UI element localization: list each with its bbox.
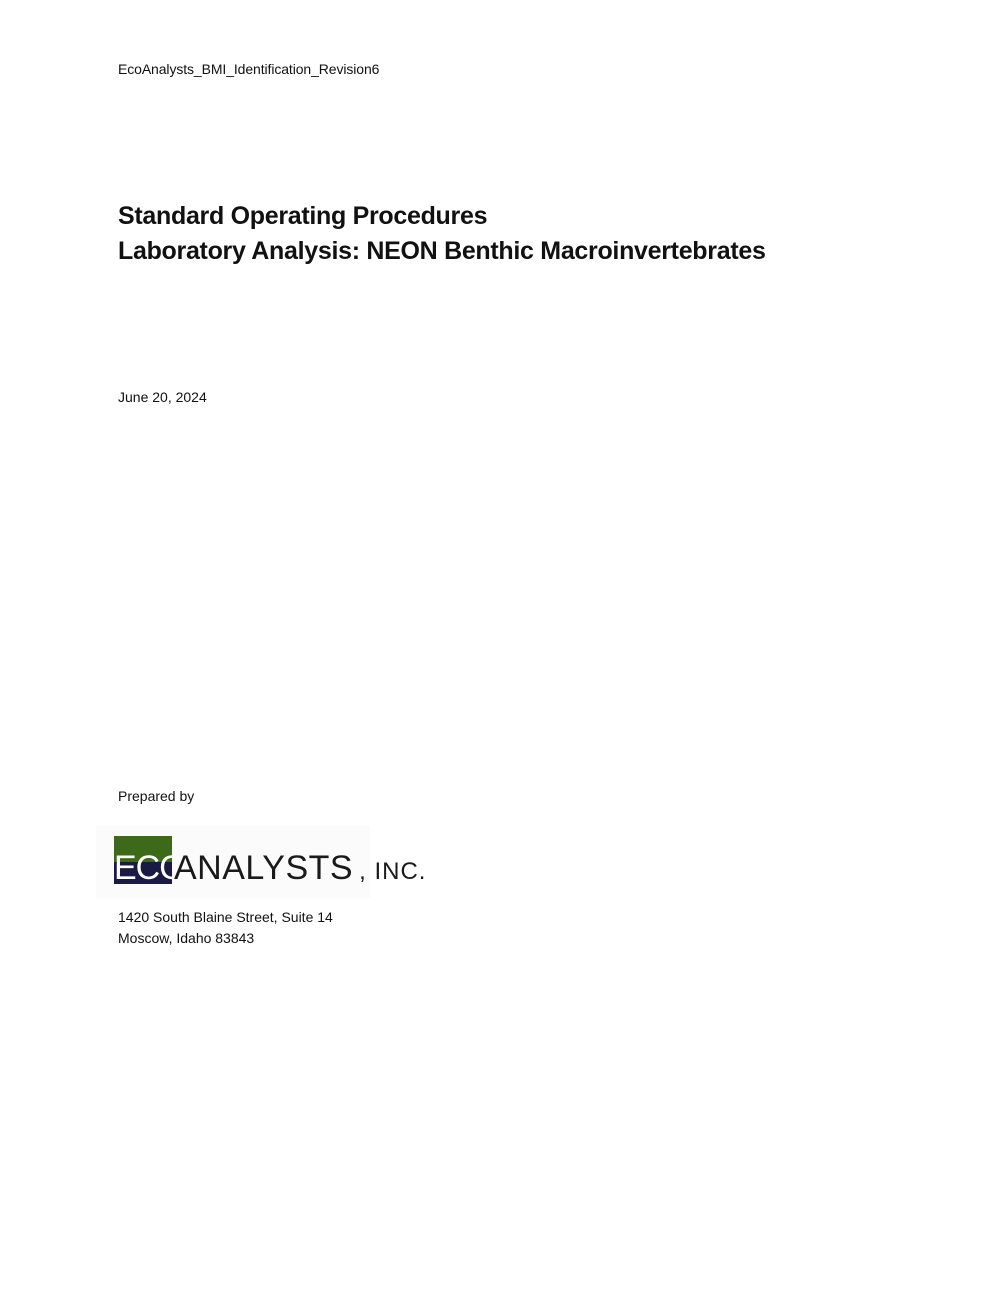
address-line-2: Moscow, Idaho 83843 [118,930,255,946]
title-line-1: Standard Operating Procedures [118,202,488,230]
ecoanalysts-logo [96,826,427,898]
prepared-by-label: Prepared by [118,788,195,804]
document-date: June 20, 2024 [118,389,207,405]
document-title [118,199,766,269]
title-line-2: Laboratory Analysis: NEON Benthic Macroinvertebrates [118,237,766,265]
logo-wordmark [114,850,426,886]
document-file-id: EcoAnalysts_BMI_Identification_Revision6 [118,61,380,77]
logo-inc-text: , INC. [359,858,427,885]
logo-eco-text: ECO [114,849,185,887]
logo-analysts-text: ANALYSTS [174,849,354,887]
address-block [118,907,333,949]
address-line-1: 1420 South Blaine Street, Suite 14 [118,909,333,925]
